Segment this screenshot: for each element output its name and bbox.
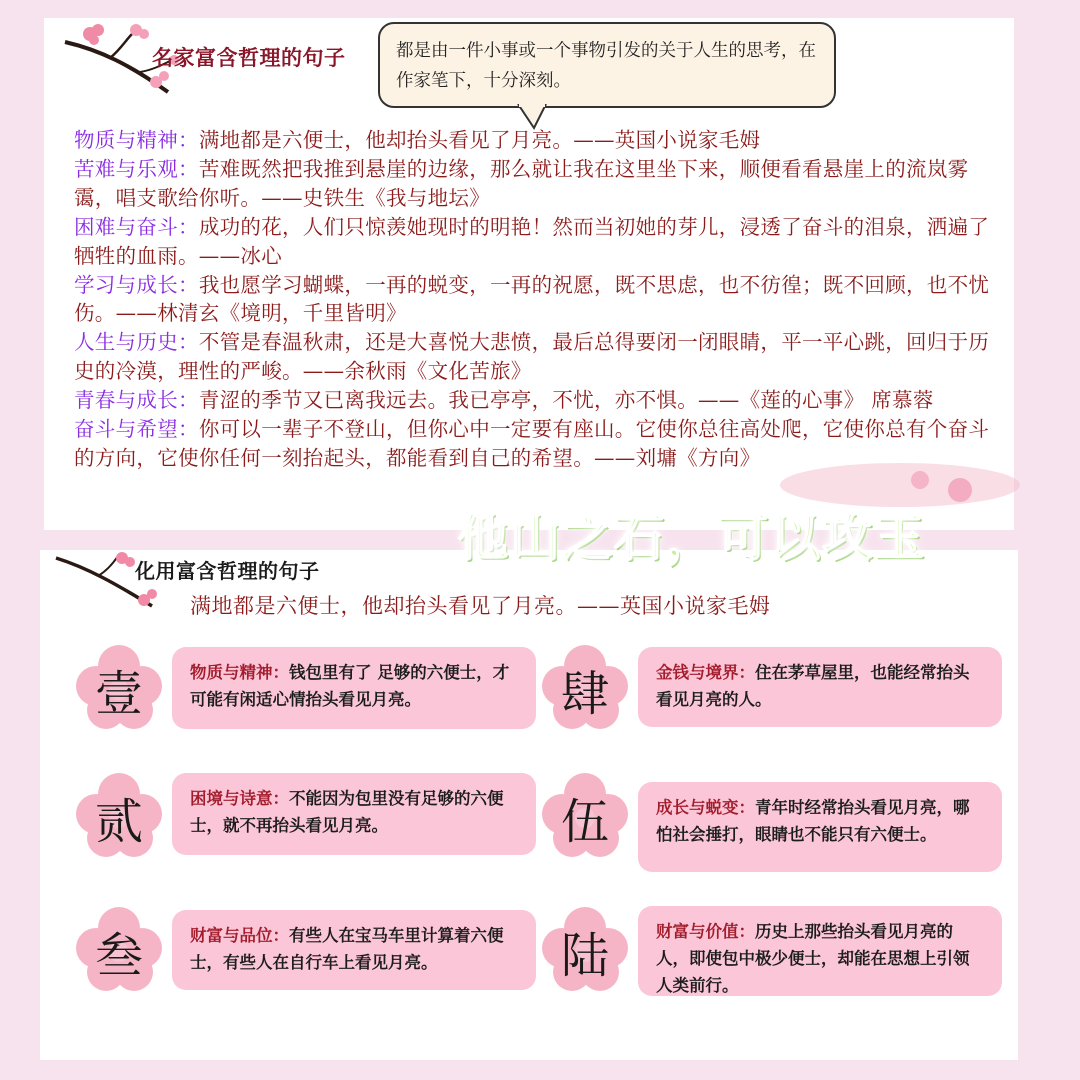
numeral-badge [540, 906, 630, 996]
numeral-badge [74, 772, 164, 862]
adapted-item [638, 906, 1002, 996]
numeral: 叁 [94, 927, 143, 984]
quote-label: 困难与奋斗： [74, 214, 199, 239]
adapted-item [172, 773, 536, 855]
numeral: 壹 [94, 665, 143, 722]
quote-label: 人生与历史： [74, 330, 199, 355]
adapted-item [638, 782, 1002, 872]
numeral-badge [74, 906, 164, 996]
numeral-badge [74, 644, 164, 734]
adapted-source-quote: 满地都是六便士，他却抬头看见了月亮。——英国小说家毛姆 [190, 594, 771, 618]
quote-item [74, 155, 1004, 213]
quote-item [74, 213, 1004, 271]
adapted-item [172, 647, 536, 729]
item-label: 困境与诗意： [190, 789, 289, 808]
quote-label: 学习与成长： [74, 272, 199, 297]
quote-label: 物质与精神： [74, 128, 199, 152]
speech-bubble: 都是由一件小事或一个事物引发的关于人生的思考，在作家笔下，十分深刻。 [378, 22, 836, 108]
item-text: 不能因为包里没有足够的六便士，就不再抬头看见月亮。 [190, 789, 504, 835]
numeral: 肆 [560, 665, 609, 722]
item-label: 金钱与境界： [656, 663, 755, 682]
section-title-adapted: 化用富含哲理的句子 [135, 559, 320, 583]
numeral-badge [540, 772, 630, 862]
quote-item [74, 271, 1004, 329]
quote-item [74, 386, 1004, 415]
quote-text: 成功的花，人们只惊羡她现时的明艳！然而当初她的芽儿，浸透了奋斗的泪泉，洒遍了牺牲的血雨。——冰心 [74, 214, 990, 268]
quote-text: 不管是春温秋肃，还是大喜悦大悲愤，最后总得要闭一闭眼睛，平一平心跳，回归于历史的冷漠，理性的严峻。——余秋雨《文化苦旅》 [74, 330, 990, 384]
quote-text: 你可以一辈子不登山，但你心中一定要有座山。它使你总往高处爬，它使你总有个奋斗的方向，它使你任何一刻抬起头，都能看到自己的希望。——刘墉《方向》 [74, 417, 990, 470]
quote-text: 苦难既然把我推到悬崖的边缘，那么就让我在这里坐下来，顺便看看悬崖上的流岚雾霭，唱支歌给你听。——史铁生《我与地坛》 [74, 156, 969, 210]
quote-item [74, 126, 1004, 155]
quote-item [74, 328, 1004, 386]
quotes-list [74, 126, 1004, 473]
item-text: 住在茅草屋里，也能经常抬头看见月亮的人。 [656, 663, 970, 709]
item-label: 成长与蜕变： [656, 798, 755, 817]
numeral-badge [540, 644, 630, 734]
numeral: 伍 [560, 793, 609, 850]
quote-text: 青涩的季节又已离我远去。我已亭亭，不忧，亦不惧。——《莲的心事》 席慕蓉 [198, 388, 934, 413]
numeral: 陆 [560, 927, 609, 984]
item-text: 历史上那些抬头看见月亮的人，即使包中极少便士，却能在思想上引领人类前行。 [656, 922, 970, 995]
quote-label: 苦难与乐观： [74, 156, 199, 181]
adapted-item [172, 910, 536, 990]
quote-label: 青春与成长： [74, 388, 199, 413]
slogan-text: 他山之石，可以攻玉 [458, 509, 926, 567]
numeral: 贰 [94, 793, 143, 850]
item-text: 钱包里有了 足够的六便士，才可能有闲适心情抬头看见月亮。 [190, 663, 510, 709]
item-text: 有些人在宝马车里计算着六便士，有些人在自行车上看见月亮。 [190, 926, 504, 972]
item-text: 青年时经常抬头看见月亮，哪怕社会捶打，眼睛也不能只有六便士。 [656, 798, 970, 844]
item-label: 财富与品位： [190, 926, 289, 945]
item-label: 财富与价值： [656, 922, 755, 941]
section-title-famous: 名家富含哲理的句子 [152, 46, 346, 70]
quote-label: 奋斗与希望： [74, 417, 199, 442]
adapted-item [638, 647, 1002, 727]
quote-text: 我也愿学习蝴蝶，一再的蜕变，一再的祝愿，既不思虑，也不彷徨；既不回顾，也不忧伤。——林清玄《境明，千里皆明》 [74, 272, 990, 326]
item-label: 物质与精神： [190, 663, 289, 682]
quote-text: 满地都是六便士，他却抬头看见了月亮。——英国小说家毛姆 [198, 128, 761, 152]
